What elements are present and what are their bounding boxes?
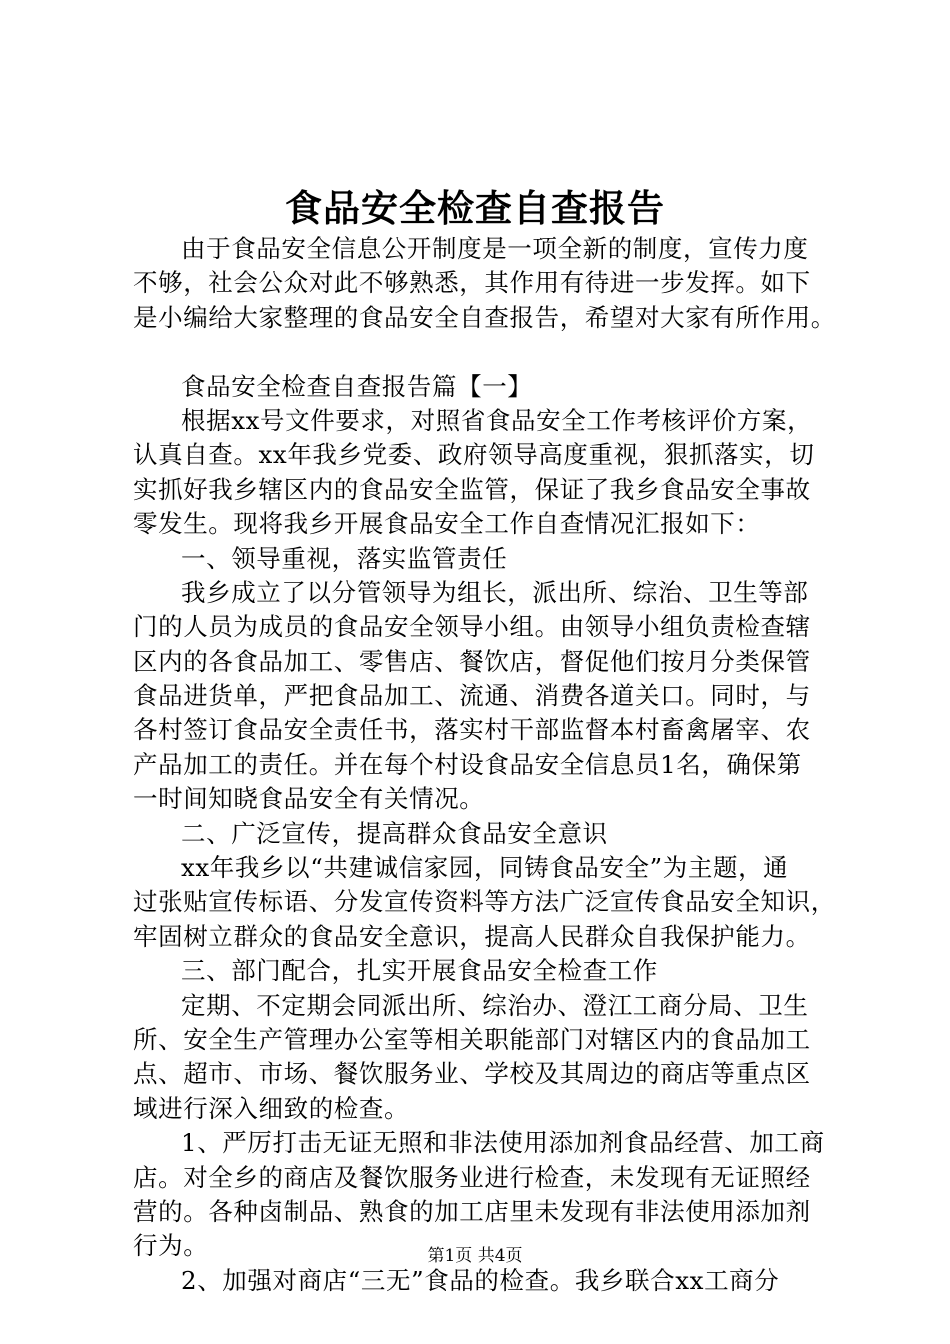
text-line: 零发生。现将我乡开展食品安全工作自查情况汇报如下： — [133, 509, 761, 539]
text-line: 2、加强对商店“三无”食品的检查。我乡联合xx工商分 — [181, 1265, 780, 1295]
text-line: 点、超市、市场、餐饮服务业、学校及其周边的商店等重点区 — [133, 1059, 811, 1089]
document-title: 食品安全检查自查报告 — [285, 186, 665, 230]
text-line: 域进行深入细致的检查。 — [133, 1093, 410, 1123]
text-line: 一时间知晓食品安全有关情况。 — [133, 784, 485, 814]
text-line: 门的人员为成员的食品安全领导小组。由领导小组负责检查辖 — [133, 612, 811, 642]
text-line: 食品安全检查自查报告篇【一】 — [181, 371, 533, 401]
text-line: 由于食品安全信息公开制度是一项全新的制度，宣传力度 — [181, 234, 809, 263]
text-line: 产品加工的责任。并在每个村设食品安全信息员1名，确保第 — [133, 749, 802, 779]
text-line: 不够，社会公众对此不够熟悉，其作用有待进一步发挥。如下 — [133, 268, 811, 298]
text-line: 认真自查。xx年我乡党委、政府领导高度重视，狠抓落实，切 — [133, 440, 815, 470]
text-line: 牢固树立群众的食品安全意识，提高人民群众自我保护能力。 — [133, 921, 811, 951]
text-line: 二、广泛宣传，提高群众食品安全意识 — [181, 818, 608, 848]
blank-line — [133, 335, 853, 369]
text-line: 行为。 — [133, 1231, 209, 1261]
text-line: 三、部门配合，扎实开展食品安全检查工作 — [181, 956, 658, 986]
text-line: 过张贴宣传标语、分发宣传资料等方法广泛宣传食品安全知识， — [133, 887, 836, 917]
text-line: 1、严厉打击无证无照和非法使用添加剂食品经营、加工商 — [181, 1128, 825, 1158]
text-line: 根据xx号文件要求，对照省食品安全工作考核评价方案， — [181, 405, 813, 435]
text-line: 我乡成立了以分管领导为组长，派出所、综治、卫生等部 — [181, 577, 809, 607]
text-line: 食品进货单，严把食品加工、流通、消费各道关口。同时，与 — [133, 681, 811, 711]
text-line: 所、安全生产管理办公室等相关职能部门对辖区内的食品加工 — [133, 1024, 811, 1054]
text-line: xx年我乡以“共建诚信家园，同铸食品安全”为主题，通 — [181, 853, 789, 883]
text-line: 店。对全乡的商店及餐饮服务业进行检查，未发现有无证照经 — [133, 1162, 811, 1192]
text-line: 实抓好我乡辖区内的食品安全监管，保证了我乡食品安全事故 — [133, 474, 811, 504]
text-line: 是小编给大家整理的食品安全自查报告，希望对大家有所作用。 — [133, 302, 836, 332]
document-body — [133, 232, 853, 1298]
text-line: 营的。各种卤制品、熟食的加工店里未发现有非法使用添加剂 — [133, 1196, 811, 1226]
text-line: 定期、不定期会同派出所、综治办、澄江工商分局、卫生 — [181, 990, 809, 1020]
text-line: 各村签订食品安全责任书，落实村干部监督本村畜禽屠宰、农 — [133, 715, 811, 745]
text-line: 一、领导重视，落实监管责任 — [181, 543, 508, 573]
text-line: 区内的各食品加工、零售店、餐饮店，督促他们按月分类保管 — [133, 646, 811, 676]
page-footer: 第1页 共4页 — [427, 1246, 523, 1266]
